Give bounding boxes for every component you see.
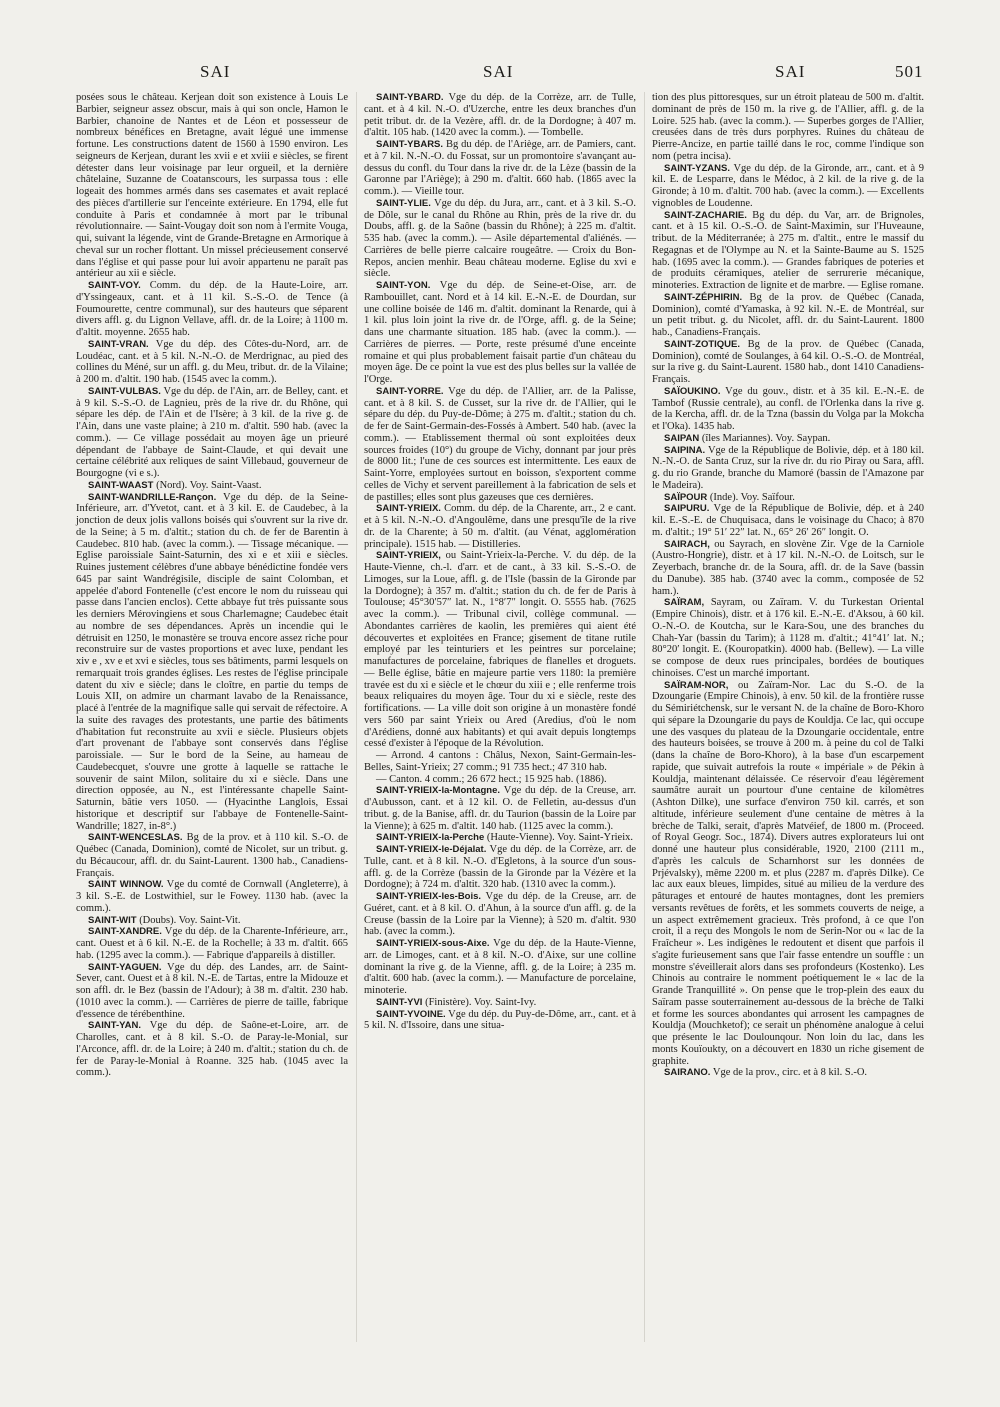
entry-text: Bg de la prov. de Québec (Canada, Dominion), comté d'Yamaska, à 92 kil. N.-E. de Montréal, sur un petit tribut. g. du Nicolet, affl. dr. du Saint-Laurent. 1800 hab., Canadiens-Français. [652,291,925,338]
entry-headword: SAINT-YRIEIX-la-Montagne. [376,785,501,797]
entry-text: Bg du dép. du Var, arr. de Brignoles, cant. et à 15 kil. O.-S.-O. de Saint-Maximin, sur l'Huveaune, tribut. de la Méditerranée; à 275 m. d'altit., entre le massif du Regagnas et de l'Olympe au N. et la Sainte-Baume au S. 1525 hab. (1695 avec la comm.). — Grandes fabriques de poteries et de produits céramiques, atelier de serrurerie mécanique, minoteries. Extraction de lignite et de marbre. — Eglise romane. [652,209,925,291]
running-head-center: SAI [483,62,514,81]
dictionary-entry [652,445,924,492]
entry-headword: SAIPAN [664,432,700,444]
dictionary-entry [76,832,348,879]
dictionary-entry [652,292,924,339]
entry-text: Bg de la prov. et à 110 kil. S.-O. de Québec (Canada, Dominion), comté de Nicolet, sur un tribut. g. du Bécaucour, affl. dr. du Saint-Laurent. 1300 hab., Canadiens-Français. [76,832,348,879]
dictionary-entry [652,210,924,292]
entry-text: Bg de la prov. de Québec (Canada, Dominion), comté de Soulanges, à 64 kil. O.-S.-O. de Montréal, sur la rive g. du Saint-Laurent. 1580 hab., dont 1410 Canadiens-Français. [652,338,924,385]
entry-text: Vge du dép. de Saône-et-Loire, arr. de Charolles, cant. et à 8 kil. S.-O. de Paray-le-Monial, sur l'Arconce, affl. dr. de la Loire; à 240 m. d'altit.; station du ch. de fer de Paray-le-Monial à Roanne. 325 hab. (1045 avec la comm.). [76,1020,348,1079]
entry-headword: SAINT-VULBAS. [88,385,161,397]
entry-text: Comm. du dép. de la Haute-Loire, arr. d'Yssingeaux, cant. et à 11 kil. S.-S.-O. de Tence (à Foumourette, centre communal), sur des hauteurs que séparent divers affl. g. du Lignon Vellave, affl. dr. de la Loire; à 1100 m. d'altit. moyenne. 2655 hab. [76,280,349,338]
entry-headword: SAINT-YRIEIX-le-Déjalat. [376,844,487,855]
entry-text: (Inde). Voy. Saïfour. [709,491,795,503]
entry-headword: SAINT-YBARD. [376,92,444,103]
entry-headword: SAÏRAM-NOR, [664,679,729,691]
entry-text: — Arrond. 4 cantons : Châlus, Nexon, Saint-Germain-les-Belles, Saint-Yrieix; 27 comm.; 91 735 hect.; 47 310 hab. [364,750,636,773]
entry-headword: SAINT-ZACHARIE. [664,209,747,221]
dictionary-entry [652,597,924,679]
entry-text: Vge du dép. du Puy-de-Dôme, arr., cant. et à 5 kil. N. d'Issoire, dans une situa- [364,1008,637,1032]
entry-headword: SAINT-YVOINE. [376,1008,446,1020]
entry-headword: SAINT-YRIEIX-la-Perche [376,832,485,844]
entry-headword: SAINT-YVI [376,996,423,1008]
entry-text: (Finistère). Voy. Saint-Ivy. [425,996,537,1008]
dictionary-entry [364,774,636,786]
entry-text: Vge du dép. de la Gironde, arr., cant. et à 9 kil. E. de Lesparre, dans le Médoc, à 2 kil. de la rive g. de la Gironde; à 10 m. d'altit. 700 hab. (avec la comm.). — Excellents vignobles de Loudenne. [652,162,924,209]
column-middle [364,92,636,1032]
dictionary-entry [652,503,924,538]
entry-headword: SAINT-YRIEIX-les-Bois. [376,891,482,902]
running-head-left: SAI [200,62,231,81]
dictionary-entry [76,92,348,280]
entry-text: Bg du dép. de l'Ariège, arr. de Pamiers, cant. et à 7 kil. N.-N.-O. du Fossat, sur un promontoire s'avançant au-dessus du confl. du Tour dans la rive dr. de la Lèze (bassin de la Garonne par l'Ariège); à 290 m. d'altit. 660 hab. (1865 avec la comm.). — Vieille tour. [364,139,636,197]
entry-text: Vge du dép. de la Corrèze, arr. de Tulle, cant. et à 4 kil. N.-O. d'Uzerche, entre les deux branches d'un petit tribut. dr. de la Vezère, affl. dr. de la Dordogne; à 407 m. d'altit. 105 hab. (1420 avec la comm.). — Tombelle. [364,92,636,139]
entry-text: ou Saint-Yrieix-la-Perche. V. du dép. de la Haute-Vienne, ch.-l. d'arr. et de cant., à 33 kil. S.-S.-O. de Limoges, sur la Loue, affl. g. de l'Isle (bassin de la Gironde par la Dordogne); à 357 m. d'altit.; station du ch. de fer de Paris à Toulouse; 45°30′57″ lat. N., 1°8′7″ longit. O. 5555 hab. (7625 avec la comm.). — Tribunal civil, collège communal. — Abondantes carrières de kaolin, les premières qui aient été découvertes et exploitées en France; gisement de titane rutile employé par les teinturiers et les peintres sur porcelaine; manufactures de porcelaine, fabriques de flanelles et droguets. — Belle église, bâtie en majeure partie vers 1180: la première travée est du xi e siècle et le chœur du xiii e ; elle renferme trois beaux reliquaires du moyen âge. Tour du xi e siècle, reste des fortifications. — La ville doit son origine à un monastère fondé vers 560 par saint Yrieix ou Ared (Aredius, d'où le nom d'Arédiens, donné aux habitants) et qui avait depuis longtemps cessé d'exister à l'époque de la Révolution. [364,550,637,750]
column-right [652,92,924,1079]
entry-headword: SAINT-WAAST [88,479,154,491]
entry-text: tion des plus pittoresques, sur un étroit plateau de 500 m. d'altit. dominant de près de 150 m. la rive g. de l'Allier, affl. g. de la Loire. 525 hab. (avec la comm.). — Superbes gorges de l'Allier, creusées dans de très durs porphyres. Ruines du château de Pierre-Ancize, en partie taillé dans le roc, comme l'indique son nom (petra incisa). [652,92,924,162]
dictionary-entry [364,832,636,844]
entry-headword: SAINT-WENCESLAS. [88,832,183,844]
column-left [76,92,348,1079]
dictionary-entry [652,386,924,433]
entry-text: Vge du dép. de Seine-et-Oise, arr. de Rambouillet, cant. Nord et à 14 kil. E.-N.-E. de Dourdan, sur une colline boisée de 146 m. d'altit. dominant la Renarde, qui à 1 kil. plus loin joint la rive dr. de l'Orge, affl. g. de la Seine; dans une charmante situation. 185 hab. (avec la comm.). — Carrières de pierres. — Porte, reste présumé d'une enceinte romaine et qui plus probablement faisait partie d'un château du moyen âge. De ce point la vue est des plus belles sur la vallée de l'Orge. [364,280,637,385]
column-divider [356,92,357,1342]
entry-headword: SAIPURU. [664,503,710,515]
entry-text: Vge du dép. des Côtes-du-Nord, arr. de Loudéac, cant. et à 5 kil. N.-N.-O. de Merdrignac, au pied des collines du Méné, sur un affl. g. du Meu, tribut. dr. de la Vilaine; à 200 m. d'altit. 190 hab. (1545 avec la comm.). [76,338,349,385]
entry-headword: SAINT-YORRE. [376,385,444,397]
entry-headword: SAINT-VOY. [88,280,141,291]
entry-text: Vge du comté de Cornwall (Angleterre), à 3 kil. S.-E. de Lostwithiel, sur le Fowey. 1130 hab. (avec la comm.). [76,879,348,914]
dictionary-entry [652,680,924,1068]
entry-headword: SAINT-YRIEIX-sous-Aixe. [376,938,490,949]
entry-text: Vge du dép. de la Corrèze, arr. de Tulle, cant. et à 8 kil. N.-O. d'Egletons, à la source d'un sous-affl. g. de la Corrèze (bassin de la Gironde par la Vézère et la Dordogne); à 724 m. d'altit. 320 hab. (1310 avec la comm.). [364,844,636,891]
dictionary-entry [76,386,348,480]
dictionary-entry [364,785,636,832]
running-head-right: SAI [775,62,806,81]
dictionary-entry [76,492,348,833]
entry-headword: SAINT-WIT [88,914,137,926]
dictionary-entry [364,550,636,750]
entry-headword: SAINT WINNOW. [88,879,164,891]
entry-text: Vge du dép. de la Charente-Inférieure, arr., cant. Ouest et à 6 kil. N.-E. de la Rochelle; à 33 m. d'altit. 665 hab. (1295 avec la comm.). — Fabrique d'appareils à distiller. [76,926,349,961]
dictionary-entry [364,750,636,774]
entry-text: ou Sayrach, en slovène Zir. Vge de la Carniole (Austro-Hongrie), distr. et à 17 kil. N.-N.-O. de Loitsch, sur le Zeyerbach, branche dr. de la Soura, affl. dr. de la Save (bassin du Danube). 385 hab. (3740 avec la comm., composée de 52 ham.). [652,538,925,597]
entry-headword: SAINT-YRIEIX. [376,503,441,515]
entry-headword: SAINT-ZOTIQUE. [664,338,740,350]
dictionary-entry [364,844,636,891]
entry-text: Comm. du dép. de la Charente, arr., 2 e cant. et à 5 kil. N.-N.-O. d'Angoulême, dans une presqu'île de la rive dr. de la Charente; à 50 m. d'altit. (au Vénat, agglomération principale). 1515 hab. — Distilleries. [364,503,637,550]
dictionary-entry [76,280,348,339]
entry-headword: SAINT-VRAN. [88,338,149,350]
entry-headword: SAINT-ZÉPHIRIN. [664,291,743,303]
entry-text: Vge du dép. de l'Allier, arr. de la Palisse, cant. et à 8 kil. S. de Cusset, sur la rive dr. de l'Allier, qui le sépare du dép. du Puy-de-Dôme; à 275 m. d'altit.; station du ch. de fer de Saint-Germain-des-Fossés à Ambert. 540 hab. (avec la comm.). — Etablissement thermal où sont exploitées deux sources froides (10°) du groupe de Vichy, donnant par jour près de 8000 lit.; l'une de ces sources est intermittente. Les eaux de Saint-Yorre, employées surtout en boisson, s'exportent comme celles de Vichy et servent pareillement à la fabrication de sels et de pastilles; elles sont plus gazeuses que ces dernières. [364,385,636,503]
dictionary-entry [364,280,636,386]
dictionary-entry [652,92,924,163]
dictionary-entry [76,339,348,386]
entry-text: Vge du gouv., distr. et à 35 kil. E.-N.-E. de Tambof (Russie centrale), au confl. de l'Orlenka dans la rive g. de la Kercha, affl. dr. de la Tzna (bassin du Volga par la Mokcha et l'Oka). 1435 hab. [652,385,924,432]
dictionary-entry [364,198,636,280]
dictionary-entry [76,915,348,927]
entry-text: (Nord). Voy. Saint-Vaast. [156,479,262,491]
entry-headword: SAIRACH, [664,538,710,550]
entry-headword: SAINT-YAN. [88,1020,141,1032]
entry-headword: SAINT-YON. [376,280,431,291]
entry-text: Vge de la République de Bolivie, dép. et à 180 kil. N.-N.-O. de Santa Cruz, sur la rive dr. du rio Piray ou Sara, affl. g. du rio Grande, branche du Mamoré (bassin de l'Amazone par le Madeira). [652,444,924,491]
entry-headword: SAIRANO. [664,1067,711,1079]
entry-text: — Canton. 4 comm.; 26 672 hect.; 15 925 hab. (1886). [376,773,607,785]
entry-text: Vge du dép. de la Seine-Inférieure, arr. d'Yvetot, cant. et à 3 kil. E. de Caudebec, à la jonction de deux jolis vallons boisés qui s'ouvrent sur la rive dr. de la Seine; à 5 m. d'altit.; station du ch. de fer de Barentin à Caudebec. 810 hab. (avec la comm.). — Tissage mécanique. — Eglise paroissiale Saint-Saturnin, des xi e et xiii e siècles. Ruines justement célèbres d'une abbaye bénédictine fondée vers 645 par saint Wandrégisile, disciple de saint Colomban, et appelée d'abord Fontenelle (c'est encore le nom du ruisseau qui passe dans l'ancien enclos). Cette abbaye fut très puissante sous les derniers Mérovingiens et sous Charlemagne; Caudebec était au nombre de ses dépendances. Après un incendie qui le détruisit en 1250, le monastère se trouva encore assez riche pour reconstruire sur de vastes proportions et avec luxe, pendant les xiv e , xv e et xvi e siècles, tous ses bâtiments, parmi lesquels on remarquait trois grandes églises. Les restes de l'église principale datent du xiv e siècle; dans le cloître, en partie du temps de Louis XII, on admire un charmant lavabo de la Renaissance, placé à l'entrée de la magnifique salle qui servait de réfectoire. A la suite des ravages des protestants, une partie des bâtiments d'habitation fut reconstruite au xvii e siècle. Plusieurs objets d'art provenant de l'abbaye sont conservés dans l'église paroissiale. — Sur le bord de la Seine, au hameau de Caudebecquet, s'ouvre une grotte à laquelle se rattache le souvenir de saint Milon, solitaire du xi e siècle. Dans une direction opposée, au N., est l'intéressante chapelle Saint-Saturnin, bâtie vers 1050. — (Hyacinthe Langlois, Essai historique et descriptif sur l'abbaye de Fontenelle-Saint-Wandrille; 1827, in-8°.) [76,491,349,832]
entry-text: (Doubs). Voy. Saint-Vit. [139,914,241,926]
entry-headword: SAÏPOUR [664,491,708,503]
dictionary-entry [76,962,348,1021]
entry-headword: SAINT-YAGUEN. [88,961,162,973]
dictionary-entry [652,163,924,210]
entry-text: Vge du dép. de la Creuse, arr. de Guéret, cant. et à 8 kil. O. d'Ahun, à la source d'un affl. g. de la Creuse (bassin de la Loire par la Vienne); à 520 m. d'altit. 930 hab. (avec la comm.). [364,891,636,938]
dictionary-entry [364,1009,636,1033]
entry-text: posées sous le château. Kerjean doit son existence à Louis Le Barbier, seigneur assez obscur, mais à qui son oncle, Hamon le Barbier, chanoine de Nantes et de Léon et possesseur de nombreux bénéfices en Bretagne, avait légué une immense fortune. Les constructions datent de 1560 à 1590 environ. Les seigneurs de Kerjean, durant les xvii e et xviii e siècles, se firent détester dans leur voisinage par leur orgueil, et la dernière châtelaine, Suzanne de Coatanscours, les surpassa tous : elle logeait des hommes armés dans ses casemates et avait replacé des pièces d'artillerie sur l'enceinte extérieure. En 1794, elle fut conduite à Paris et condamnée à mort par le tribunal révolutionnaire. — Saint-Vougay doit son nom à l'ermite Vouga, qui, suivant la légende, vint de Grande-Bretagne en Armorique à cheval sur un rocher flottant. Un missel précieusement conservé dans l'église et qui passe pour lui avoir appartenu ne paraît pas antérieur au xii e siècle. [76,92,348,280]
entry-headword: SAINT-YBARS. [376,139,444,150]
dictionary-entry [652,433,924,445]
entry-text: Vge du dép. de la Creuse, arr. d'Aubusson, cant. et à 12 kil. O. de Felletin, au-dessus d'un tribut. g. de la Banise, affl. dr. du Taurion (bassin de la Loire par la Vienne); à 625 m. d'altit. 140 hab. (1125 avec la comm.). [364,785,637,832]
dictionary-entry [364,503,636,550]
entry-text: Vge du dép. de l'Ain, arr. de Belley, cant. et à 9 kil. S.-S.-O. de Lagnieu, près de la rive dr. du Rhône, qui sépare les dép. de l'Ain et de l'Isère; à 3 kil. de la rive g. de l'Ain, dans une vaste plaine; à 210 m. d'altit. 590 hab. (avec la comm.). — Ce village possédait au moyen âge un prieuré dépendant de l'abbaye de Saint-Claude, et qui devait une certaine célébrité aux reliques de saint Villebaud, gouverneur de Bourgogne (vi e s.). [76,385,348,479]
dictionary-entry [364,92,636,139]
entry-headword: SAINT-YRIEIX, [376,550,441,562]
dictionary-entry [76,926,348,961]
dictionary-entry [652,492,924,504]
entry-text: (Haute-Vienne). Voy. Saint-Yrieix. [486,832,633,844]
entry-text: ou Zaïram-Nor. Lac du S.-O. de la Dzoungarie (Empire Chinois), à env. 50 kil. de la frontière russe du Sémiriétchensk, sur le versant N. de la chaîne de Boro-Khoro qui sépare la Dzoungarie du pays de Kouldja. Ce lac, qui occupe une des vasques du plateau de la Dzoungarie occidentale, entre des hauteurs boisées, se trouve à 200 m. à peine du col de Talki (dans la chaîne de Boro-Khoro), à la base d'un escarpement rapide, que suivait autrefois la route « impériale » de Pékin à Kouldja, maintenant délaissée. Ce réservoir d'eau légèrement saumâtre aurait un pourtour d'une centaine de kilomètres (Ashton Dilke), une surface d'environ 750 kil. carrés, et son altitude, inférieure seulement d'une centaine de mètres à la brèche de Talki, serait, d'après Matvéief, de 1800 m. (Proceed. of Royal Geogr. Soc., 1874). Divers autres explorateurs lui ont donné une hauteur plus considérable, 1920, 2100 (2111 m., d'après les calculs de Scharnhorst sur les données de Prjévalsky), même 2200 m. et plus (2287 m. d'après Dilke). Ce lac aux eaux bleues, limpides, situé au milieu de la verdure des pâturages et entouré de hautes montagnes, dont les premiers versants revêtues de forêts, et les sommets couverts de neige, a un aspect extrêmement gracieux. Très profond, à ce que l'on croit, il a reçu des Mongols le nom de Serin-Nor ou « lac de la Fraîcheur ». Les indigènes le redoutent et disent que parfois il s'agite furieusement sans que l'air fasse entendre un souffle : un monstre s'éveillerait alors dans ses profondeurs (Kostenko). Les Chinois au contraire le nomment poétiquement le « lac de la Grande Tranquillité ». On pense que le trop-plein des eaux du Saïram passe souterrainement au-dessous de la brèche de Talki et forme les sources abondantes qui arrosent les campagnes de Kouldja (Mouchketof); ce serait un phénomène analogue à celui que présente le lac Doulounqour. Non loin du lac, dans les monts Kouïoukty, on a découvert en 1830 un riche gisement de graphite. [652,679,924,1067]
dictionary-entry [76,480,348,492]
dictionary-entry [364,938,636,997]
dictionary-entry [652,539,924,598]
entry-headword: SAÏOUKINO. [664,385,721,397]
entry-headword: SAINT-WANDRILLE-Rançon. [88,491,217,503]
entry-headword: SAINT-XANDRE. [88,926,162,938]
entry-text: Vge du dép. du Jura, arr., cant. et à 3 kil. S.-O. de Dôle, sur le canal du Rhône au Rhin, près de la rive dr. du Doubs, affl. g. de la Saône (bassin du Rhône); à 225 m. d'altit. 535 hab. (avec la comm.). — Asile départemental d'aliénés. — Carrières de belle pierre calcaire rougeâtre. — Croix du Bon-Repos, ancien menhir. Beau château moderne. Eglise du xvi e siècle. [364,197,637,280]
dictionary-entry [76,1020,348,1079]
dictionary-entry [364,997,636,1009]
column-divider [644,92,645,1342]
entry-text: Vge de la prov., circ. et à 8 kil. S.-O. [712,1067,868,1079]
entry-text: Sayram, ou Zaïram. V. du Turkestan Oriental (Empire Chinois), distr. et à 176 kil. E.-N.-E. d'Aksou, à 60 kil. O.-N.-O. de Koutcha, sur le Kara-Sou, une des branches du Chah-Yar (bassin du Tarim); à 1128 m. d'altit.; 41°41′ lat. N.; 80°20′ longit. E. (Kouropatkin). 4000 hab. (Bellew). — La ville se compose de deux rues principales, bordées de boutiques chinoises. C'est un marché important. [652,597,925,679]
dictionary-entry [76,879,348,914]
entry-headword: SAÏRAM, [664,597,705,609]
entry-text: Vge du dép. des Landes, arr. de Saint-Sever, cant. Ouest et à 8 kil. N.-E. de Tartas, entre la Midouze et son affl. dr. le Bez (bassin de l'Adour); à 38 m. d'altit. 230 hab. (1010 avec la comm.). — Carrières de pierre de taille, fabrique d'essence de térébenthine. [76,961,348,1020]
entry-text: Vge de la République de Bolivie, dép. et à 240 kil. E.-S.-E. de Chuquisaca, dans le voisinage du Chaco; à 870 m. d'altit.; 19° 51′ 22″ lat. N., 65° 26′ 26″ longit. O. [652,503,924,538]
entry-text: (îles Mariannes). Voy. Saypan. [701,432,831,444]
entry-headword: SAIPINA. [664,444,706,456]
page-number: 501 [895,62,924,81]
entry-text: Vge du dép. de la Haute-Vienne, arr. de Limoges, cant. et à 8 kil. N.-O. d'Aixe, sur une colline dominant la rive g. de la Vienne, affl. g. de la Loire; à 235 m. d'altit. 600 hab. (avec la comm.). — Manufacture de porcelaine, minoterie. [364,938,637,996]
entry-headword: SAINT-YLIE. [376,197,431,209]
dictionary-entry [652,1067,924,1079]
dictionary-entry [364,386,636,504]
dictionary-entry [652,339,924,386]
dictionary-entry [364,139,636,198]
dictionary-entry [364,891,636,938]
page-header [0,62,1000,86]
entry-headword: SAINT-YZANS. [664,162,730,174]
